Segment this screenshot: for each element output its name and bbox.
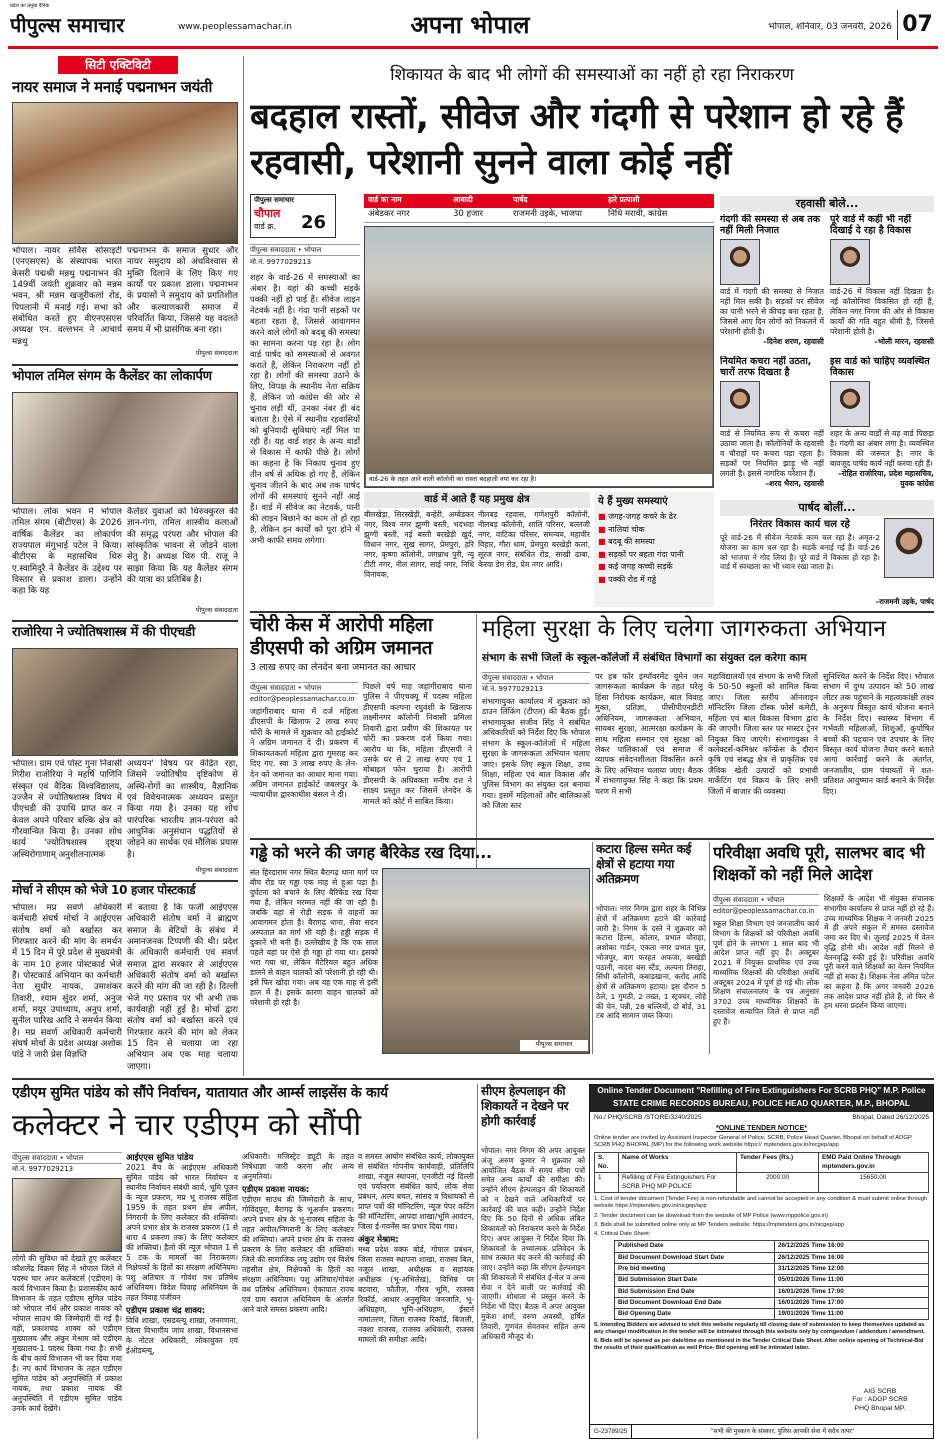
column-rule xyxy=(477,1084,478,1439)
masthead-rule xyxy=(8,46,938,49)
women-col2: पर हब फॉर इम्पॉवरमेंट यूमेन जन जागरूकता कार्यक्रम के तहत घरेलू हिंसा निरोधक कार्यक्रम, बाल विवाह मुक्त, प्रतिज्ञा, पीसीपीएनडीटी अधिनियम, जागरूकता अभियान, सायबर सुरक्षा, आत्मरक्षा कार्यक्रम के साथ महिला सम्मान एवं सुरक्षा को लेकर पालिकाओं एवं समाज में व्यापक संवेदनशीलता विकसित करने के लिए अभियान चलाया जाए। बैठक में संभागायुक्त सिंह ने कहा कि प्रथम चरण में सभी xyxy=(595,672,703,796)
ward-label: वार्ड क्र. xyxy=(254,222,277,231)
left3-col2: अध्ययन' विषय पर केंद्रित रहा, जिसमें ज्योतिषीय दृष्टिकोण से अस्थि-रोगों का शास्त्रीय, वैज्ञानिक एवं विवेचनात्मक अध्ययन प्रस्तुत किया गया है। उनका यह शोध पारंपरिक भारतीय ज्ञान-परंपरा को आधुनिक अनुसंधान पद्धतियों से जोड़ने का सार्थक एवं मौलिक प्रयास है। xyxy=(127,759,238,860)
brand-logo: पीपुल्स समाचार xyxy=(10,13,125,37)
column-rule xyxy=(709,842,710,1054)
resident-quote-1-name: –दिनेश शरण, रहवासी xyxy=(763,336,824,346)
tender-dates-table xyxy=(614,1240,929,1320)
adm-col2b-body: विधि शाखा, एसडब्ल्यू शाखा, जनगणना, जिला विभागीय जांच शाखा, विधानसभा के नोटल अधिकारी, लोकायुक्त एवं ईओडब्ल्यू, xyxy=(126,1316,238,1356)
ward-header-name: वार्ड का नाम xyxy=(368,195,402,204)
problem-item: ■ कई जगह कच्ची सड़कें xyxy=(594,561,714,574)
left2-col1: भोपाल। लोक भवन में भोपाल तमिल संगम (बीटीएस) के 2026 वार्षिक कैलेंडर का लोकार्पण राज्यपाल मंगुभाई पटेल ने किया। बीटीएस के महासचिव थिरु ए.स्वामिदुरै ने कैलेंडर के उद्देश्य पर विस्तार से प्रकाश डाला। उन्होंने कहा कि यह xyxy=(12,507,122,597)
tender-date-label: Bid Submission End Date xyxy=(615,1287,775,1297)
theft-col1: जहांगीराबाद थाना में दर्ज महिला डीएसपी के खिलाफ 2 लाख रुपए चोरी के मामले में शुक्रवार को हाईकोर्ट ने अग्रिम जमानत दे दी। प्रकरण में शिकायतकर्ता महिला द्वारा गुमराह कर दिए गए. स्वा 3 लाख रुपए के लेन-देन को जमानत का आधार माना गया। अग्रिम जमानत हाईकोर्ट जबलपुर के न्यायाधीश द्वारकाधीश बंसल ने दी। xyxy=(250,707,358,800)
tender-date-value: 05/01/2026 Time 11:00 xyxy=(778,1276,844,1284)
problem-item: ■ पक्की रोड में गड्ढे xyxy=(594,574,714,587)
adm-col2b-head: एडीएम प्रकाश चंद्र शाक्य: xyxy=(126,1305,206,1316)
tender-note-3: 3. Bids shall be submitted online only at MP Tenders website: https://mptenders.gov.in/nicgep/app xyxy=(594,1221,845,1228)
probation-col1: स्कूल शिक्षा विभाग एवं जनजातीय कार्य विभाग के शिक्षकों को परिवीक्षा अवधि पूर्ण होने के लगभग 1 साल बाद भी आदेश प्राप्त नहीं हुए हैं। अक्टूबर 2021 में नियुक्त प्राथमिक एवं उच्च माध्यमिक शिक्षकों की परिवीक्षा अवधि अक्टूबर 2024 में पूर्ण हो गई थी। लोक शिक्षण संचालनालय के पत्र अनुसार 3702 उच्च माध्यमिक शिक्षकों के दस्तावेज सत्यापित जिले से प्राप्त नहीं हुए हैं। xyxy=(713,919,819,1026)
chaupal-box xyxy=(250,194,336,238)
tender-ref-row xyxy=(590,1112,933,1125)
tender-table-row xyxy=(595,1173,928,1192)
city-activity-tag: सिटी एक्टिविटी xyxy=(58,56,178,74)
left1-photo xyxy=(12,102,238,244)
resident-quote-1-title: गंदगी की समस्या से अब तक नहीं मिली निजात xyxy=(720,214,821,237)
tender-date-label: Bid Document Download Start Date xyxy=(615,1253,775,1263)
resident-quote-4-body: शहर के अन्य वार्डों से यह वार्ड पिछड़ा है। गंदगी का अंबार लगा है। व्यवस्थित विकास की जरूरत है। नगर के बावजूद पार्षद कार्य नहीं करवा रही हैं। xyxy=(830,428,934,468)
tender-date-value: 16/01/2026 Time 17:00 xyxy=(778,1287,844,1295)
resident-quote-2-body: वार्ड-26 में विकास नहीं दिखता है। नई कॉलोनियां विकसित हो रही हैं, लेकिन नगर निगम की ओर से विकास कार्यों की गति बहुत धीमी है, जिससे परेशानी होती है। xyxy=(830,286,934,336)
resident-quote-2-title: पूरे वार्ड में कहीं भी नहीं दिखाई दे रहा है विकास xyxy=(830,214,912,237)
lead-title: बदहाल रास्तों, सीवेज और गंदगी से परेशान हो रहे हैं रहवासी, परेशानी सुनने वाला कोई नहीं xyxy=(250,97,904,183)
areas-col2: नीलबड़ रहवास, गणेशपुरी कॉलोनी, नीलबड़ कॉलोनी, शालि परिसर, बल्लजी नगर, वाटिका परिसर, समन्वय, महावीर विहार, गौरा धाम, प्रेमपुरा बरखेड़ी कलां, सूरज नगर, संबंधित रोड, साखी ढाबा, केरवा डेम रोड, प्रेम नगर आदि। xyxy=(478,510,590,570)
tender-date-value: 31/12/2025 Time 12:00 xyxy=(778,1264,844,1272)
tender-table-header xyxy=(595,1153,928,1173)
tender-notice xyxy=(589,1084,934,1439)
left4-col1: भोपाल। मप्र सवर्ण अधिकारी कर्मचारी संघर्ष मोर्चा ने आईएएस संतोष वर्मा को बर्खास्त कर गिरफ्तार करने की मांग के समर्थन में 15 दिन में पूरे प्रदेश से मुख्यमंत्री के नाम 10 हजार पोस्टकार्ड भेजे हैं। पोस्टकार्ड अभियान का कर्मचारी नेता सुधीर नायक, उमाशंकर तिवारी, श्याम सुंदर शर्मा, अनुज शर्मा, मयूर उपाध्याय, अनुप शर्मा, सुनील पारिख आदि ने समर्थन किया है। मप्र सवर्ण अधिकारी कर्मचारी संघर्ष मोर्चा के प्रदेश अध्यक्ष अशोक पांडे ने जारी प्रेस विज्ञप्ति xyxy=(12,903,122,1061)
resident-quote-4-name: –रोहित राजोरिया, प्रदेश महासचिव, युवक कांग्रेस xyxy=(837,468,934,488)
tender-intro: Online tender are invited by Assistant Inspector General of Police, SCRB, Police Head Quarter, Bhopal on behalf of ADGP SCRB PHQ BHOPAL (MP) for the following work website https:// mptenders.gov.in/nicgep/app xyxy=(594,1134,912,1148)
tender-date-label: Published Date xyxy=(615,1241,775,1251)
ward-number: 26 xyxy=(301,212,327,233)
resident-quote-4 xyxy=(830,356,934,496)
tender-slogan: "सभी की मुस्कान के संस्कार, पुलिस आपकी सेवा में सदैव तत्पर" xyxy=(711,1428,855,1435)
tender-date-label: Pre bid meeting xyxy=(615,1264,775,1274)
theft-byline: पीपुल्स संवाददाता • भोपाल xyxy=(250,682,358,694)
tender-date-row xyxy=(615,1309,928,1319)
divider xyxy=(12,880,238,882)
tender-sign-1: AIG SCRB xyxy=(863,1387,897,1395)
women-byline: पीपुल्स संवाददाता • भोपाल xyxy=(482,672,590,684)
divider xyxy=(12,1078,934,1080)
tender-r-sno: 1 xyxy=(595,1173,619,1192)
councillor-avatar xyxy=(884,518,934,578)
pothole-title: गड्ढे को भरने की जगह बैरिकेड रख दिया... xyxy=(250,843,492,862)
column-rule xyxy=(592,842,593,1054)
adm-photo xyxy=(12,1178,122,1252)
tender-headline-2: STATE CRIME RECORDS BUREAU, POLICE HEAD QUARTER, M.P., BHOPAL xyxy=(590,1098,933,1112)
probation-email[interactable]: editor@peoplessamachar.co.in xyxy=(713,907,815,915)
ward-header-population: आबादी xyxy=(453,195,473,204)
tender-signature xyxy=(835,1388,925,1414)
areas-col1: बीलखेड़ा, सिरस्खेड़ी, बन्हेरी, अम्बेडकर नगर, विश्व नगर झुग्गी बस्ती, भदभदा झुग्गी बस्ती, नई बस्ती बरखेड़ी खुर्द, विधान नगर, सुख सागर, प्रेमपुरा, हरि नगर, कृष्णा कॉलोनी, जगन्नाथ पुरी, न्यू टीटी नगर, नील सागर, साई नगर, निधि विनायक, xyxy=(364,510,474,580)
tender-note-5-text: Intending Bidders are advised to visit this website regularly till closing date of submission to keep themselves updated as any change/ modification in the tender will be intimated through this website only by corrigendum / addendum / amendment. xyxy=(594,1322,926,1336)
adm-col4-body: व समस्त आयोग संबंधित कार्य, लोकायुक्त से संबंधित गोपनीय कार्यवाही, प्रतिलिपि शाखा, नजूल स्थापना, एनजीटी नई दिल्ली एवं पर्यावरण संबंधित कार्य, लोक सेवा प्रबंधन, अल्प बचत, सांसद व विधायकों से प्राप्त पत्रों की मॉनिटरिंग, न्यूज पेपर कटिंग की मॉनिटरिंग, आपदा शाखा/भूमि आवंटन, जिला ई-गवर्नेंस का प्रभार दिया गया। xyxy=(358,1152,474,1232)
ward-header-lost-candidate: हारे प्रत्याशी xyxy=(608,195,640,204)
adm-col4 xyxy=(358,1152,474,1439)
resident-quote-2 xyxy=(830,214,934,354)
tender-note-6: 6. Bids will be opened as per date/time as mentioned in the Tender Critical Date Sheet. After online opening of Technical-Bid the results of their qualification as well Price- Bid opening will be intimated latter. xyxy=(594,1337,924,1351)
tender-headline-1: Online Tender Document "Refilling of Fire Extinguishers For SCRB PHQ" M.P. Police xyxy=(590,1085,933,1098)
tender-gno: G-23789/25 xyxy=(590,1425,632,1438)
lead-photo-caption: वार्ड-26 के तहत आने वाली कॉलोनी का रास्ता बदहाली वयां कर रहा है। xyxy=(366,474,712,486)
councillor-body: पूरे वार्ड-26 में सीवेज नेटवर्क काम चल रहा है। अमृत-2 योजना का काम चल रहा है। सड़कें बनाई गई हैं। वार्ड-26 को भाजपा ने गोद लिया है। पूरे वार्ड में विकास हो रहा है। वार्ड में स्वच्छता का भी ध्यान रखा जाता है। xyxy=(720,533,880,572)
tender-date-label: Bid Submission Start Date xyxy=(615,1275,775,1285)
ward-value-population: 30 हजार xyxy=(453,209,484,219)
tender-date-label: Bid Opening Date xyxy=(615,1309,775,1319)
tender-h-emd: EMD Paid Online Through mptenders.gov.in xyxy=(822,1154,901,1170)
women-title: महिला सुरक्षा के लिए चलेगा जागरुकता अभियान xyxy=(482,616,887,642)
theft-subtitle: 3 लाख रुपए का लेनदेन बना जमानत का आधार xyxy=(250,662,416,673)
problem-item: ■ नालियां चोक xyxy=(594,524,714,537)
chaupal-label: चौपाल xyxy=(254,207,281,220)
adm-byline: पीपुल्स संवाददाता • भोपाल xyxy=(12,1152,122,1164)
tender-date-row xyxy=(615,1298,928,1309)
adm-col1: लोगों की सुविधा को देखते हुए कलेक्टर कौशलेंद्र विक्रम सिंह ने भोपाल जिले में पदस्थ चार अपर कलेक्टर्स (एडीएम) के कार्य विभाजन किया है। प्रशासकीय कार्य विभाजन के तहत एडीएम सुमित पांडेय को भोपाल नॉर्थ और प्रकाश नायक को भोपाल साउथ की जिम्मेदारी दी गई है। वहीं, प्रकाशचंद्र शाक्य को एडीएम मुख्यालय और अंकुर मेश्राम को एडीएम मुख्यालय-1 पदस्थ किया गया है। सभी के बीच कार्य विभाजन भी कर दिया गया है। नए कार्य विभाजन के तहत एडीएम सुमित पांडेय को अनुपस्थिति में प्रकाश नायक, तथा प्रकाश नायक की अनुपस्थिति में एडीएम सुमित पांडेय उनके कार्य देखेंगे। xyxy=(12,1254,122,1414)
tender-notice-label: *ONLINE TENDER NOTICE* xyxy=(715,1125,807,1133)
tender-date-value: 16/01/2026 Time 17:00 xyxy=(778,1298,844,1306)
edition-date: भोपाल, शनिवार, 03 जनवरी, 2026 xyxy=(768,22,892,32)
tender-date-label: Bid Document Download End Date xyxy=(615,1298,775,1308)
pothole-photo xyxy=(382,868,590,1054)
tender-date-value: 19/01/2026 Time 11:00 xyxy=(778,1310,844,1318)
divider xyxy=(250,838,934,840)
problems-box xyxy=(594,492,714,607)
left2-photo xyxy=(12,392,238,504)
women-col4: सुनिश्चित करने के निर्देश दिए। भोपाल संभाग में दुग्ध उत्पादन को 50 लाख लीटर तक पहुंचाने के महत्वाकांक्षी लक्ष्य के अनुरूप विस्तृत कार्य योजना बनाने के निर्देश दिए। स्वास्थ्य विभाग में गर्भवती महिलाओं, शिशुओं, कुपोषित बच्चों की पहचान एवं उपचार के लिए विस्तृत कार्य योजना तैयार करने बताते आगा कार्रवाई करने के अंतर्गत, जनजातीय, ग्राम पंचायतों में शत-प्रतिशत आयुष्मान कार्ड बनाने के निर्देश दिए। xyxy=(823,672,934,796)
theft-email[interactable]: editor@peoplessamachar.co.in xyxy=(250,695,355,703)
cmhelp-title: सीएम हेल्पलाइन की शिकायतें न देखने पर होगी कार्रवाई xyxy=(481,1084,569,1128)
left4-title: मोर्चा ने सीएम को भेजे 10 हजार पोस्टकार्ड xyxy=(12,883,196,897)
tender-sign-3: PHQ Bhopal MP. xyxy=(854,1405,906,1413)
cmhelp-body: भोपाल। नगर निगम की अपर आयुक्त अंजू अरुण कुमार ने शुक्रवार को आयोजित बैठक में समय सीमा पत्रों समेत अन्य कार्यों की समीक्षा की। उन्होंने सीएम हेल्पलाइन की शिकायतों को न देखने वाले अधिकारियों पर कार्रवाई की बात कही। उन्होंने निर्देश दिए कि 50 दिनों से अधिक लंबित शिकायतों को निराकरण करने के निर्देश दिए। अपर आयुक्त ने निर्देश दिया कि शिकायतों के तथ्यात्मक प्रतिवेदन के साथ तत्काल बंद करने की कार्रवाई की जाए। उन्होंने कहा कि सीएम हेल्पलाइन की शिकायतों में संबंधित ई-मेल व अन्य सेवा न देने वाली पर कार्रवाई की जाएगी। शोधाता से प्रस्तुत करने के निर्देश भी दिए। बैठक में अपर आयुक्त मुकेश शर्मा, वरुण अवस्थी, हर्षित तिवारी, गुणवंत सेवतकर सहित अन्य अधिकारी मौजूद थे। xyxy=(481,1146,585,1341)
adm-col2-head: आईएएस सुमित पांडेय xyxy=(126,1152,194,1162)
brand-tagline: प्रदेश का प्रमुख दैनिक xyxy=(10,3,50,9)
pothole-body: संत हिरदाराम नगर स्थित बैरागढ़ थाना मार्ग पर बीच रोड पर गड्ढा एक माह से हुआ पड़ा है। दुर्घटना को बचाने के लिए बैरिकेड रख दिया गया है, लेकिन मरम्मत नहीं की जा रही है। जबकि यहां से रोड़ी सड़क में वाहनों का आवागमन होता है। बैरागढ़ थाना, सेवा सदन अस्पताल का मार्ग भी यही है। हड्डी सड़क में दुकानें भी बनी हैं। उल्लेखीय है कि एक साल पहले यहां पर ऐसे ही गड्ढा हो गया था। इसको भरा गया था, लेकिन मैटेरियल बहुत अधिक डालने से वाहन चालकों को परेशानी हो रही थी। इसे फिर खोदा गया। अब यह एक माह से इसी हाल में है। इसके कारण वाहन चालकों को परेशानी हो रही है। xyxy=(250,868,378,1008)
tender-note-4-text: Critical Date Sheet: xyxy=(600,1231,651,1238)
tender-date-row xyxy=(615,1287,928,1298)
tender-h-work: Name of Works xyxy=(619,1153,737,1172)
adm-col3-head: एडीएम प्रकाश नायक: xyxy=(242,1184,310,1195)
problems-title: ये हैं मुख्य समस्याएं xyxy=(598,496,668,507)
tender-ref: No./ PHQ/SCRB /STORE/3240/2025 xyxy=(594,1113,702,1121)
tender-note-4: 4. Critical Date Sheet: xyxy=(594,1231,651,1238)
residents-title: रहवासी बोले... xyxy=(720,196,934,212)
adm-col4b-body: मध्य प्रदेश वक्फ बोर्ड, गोपाल प्रबंधन, जिला राजस्व स्थापना शाखा, राजस्व बिल, नजूल शाखा, अधीक्षक व सहायक अधीक्षक (भू-अभिलेख), विभिन्न पर बटवारा, फौतीज़, गौरव भूमि, राजस्व रिकॉर्ड, आधार अनुसूचित जनजाति, भू-अधिग्रहण, भूमि-अधिग्रहण, ईस्टर्न नामांतरण, जिला राजस्व रिकॉर्ड, बिजली, नक्शा राजस्व, राजस्व अधिकारी, राजस्व मामलों की समीक्षा आदि। xyxy=(358,1245,474,1345)
page-number: 07 xyxy=(897,10,937,40)
lead-mobile: मो.नं. 9977029213 xyxy=(250,258,312,266)
chaupal-brand: पीपुल्स समाचार xyxy=(254,196,295,204)
left1-col2: पद्मनाभन के समाज सुधार और नायर समुदाय को अंधविश्वास से मुक्ति दिलाने के लिए किए गए कार्यों पर प्रकाश डाला। पद्मनाभन के प्रयासों ने समुदाय को प्रगतिशील और कल्याणकारी समाज में परिवर्तित किया, जिससे यह वदलते समय में भी प्रासंगिक बना रहा। xyxy=(127,246,238,336)
tender-sign-2: For : ADGP SCRB xyxy=(852,1396,908,1404)
resident-quote-4-title: इस वार्ड को चाहिए व्यवस्थित विकास xyxy=(830,356,930,379)
resident-avatar xyxy=(830,239,870,285)
adm-col2-body: 2021 बैच के आईएएस अधिकारी सुमित पांडेय को भारत निर्वाचन व स्थानीय निर्वाचन संबंधी कार्य, भूमि पूजन के न्यूज प्रकरण, मप्र भू राजस्व संहिता 1959 के तहत प्रथम क्षेत्र अपील, निगरानी के लिए कलेक्टर की शक्तियां। अपने प्रभार क्षेत्र के राजस्व प्रकरण (1 से धारा 4 प्रकरण तक) के लिए कलेक्टर की शक्तियां। हैलो की न्यूज़ भोपाल 1 से 5 टक के मामलों का निराकरण। निक्षेपकों के हितों का संरक्षण अधिनियम। पशु अतिचार व गोवंश वध प्रतिषेध अधिनियम। विदेश विवाह अधिनियम के तहत विवाह पंजीयन xyxy=(126,1163,238,1303)
pothole-photo-credit: पीपुल्स समाचार xyxy=(520,1040,588,1051)
lead-road-photo xyxy=(364,226,714,488)
councillor-name: –राजमनी उइके, पार्षद xyxy=(875,597,934,606)
tender-r-emd: 15650.00 xyxy=(859,1174,887,1182)
tender-date-row xyxy=(615,1241,928,1252)
ward-header-councillor: पार्षद xyxy=(513,195,528,204)
katara-body: भोपाल। नगर निगम द्वारा शहर के विभिन्न क्षेत्रों में अतिक्रमण हटाने की कार्रवाई जारी है। निगम के दस्ते ने शुक्रवार को कटारा हिल्स, कोलार, प्रभात चौराहा, अशोका गार्डन, एकता नगर प्रभात पुल, भोजपुर, बाग फरहत अफजा, बरखेड़ी पठानी, नादरा बस स्टैंड, अल्पना तिराहा, सिंधी कॉलोनी, कबाड़खाना, करोंद आदि क्षेत्रों से अतिक्रमण हटाया। इस दौरान 5 ठेले, 1 गुमठी, 2 तख्त, 1 स्ट्रक्चर, लोहे की चेन, पन्नी, 28 बल्लियों, दो बोर्ड, 31 टब आदि सामान जब्त किया। xyxy=(596,904,706,1021)
resident-avatar xyxy=(830,381,870,427)
tender-note-2: 2. Tender document can be download from the website of MP Police (www.mppolice.gov.in) xyxy=(594,1212,828,1219)
resident-quote-3-title: नियमित कचरा नहीं उठता, चारों तरफ दिखता है xyxy=(720,356,812,379)
adm-kicker: एडीएम सुमित पांडेय को सौंपे निर्वाचन, यातायात और आर्म्स लाइसेंस के कार्य xyxy=(12,1085,388,1101)
adm-mobile: मो.नं. 9977029213 xyxy=(12,1165,74,1173)
left3-title: राजोरिया ने ज्योतिषशास्त्र में की पीएचडी xyxy=(12,625,195,640)
tender-note-6-text: Bids will be opened as per date/time as mentioned in the Tender Critical Date Sheet. After online opening of Technical-Bid the results of their qualification as well Price- Bid opening will be intimated latter. xyxy=(594,1337,924,1351)
tender-note-1: 1. Cost of tender document (Tender Fee) is non-refundable and cannot be accepted in any condition & must submit online through website https://mptenders.gov.in/nicgep/app xyxy=(594,1196,928,1210)
problem-item: ■ बदबू की समस्या xyxy=(594,536,714,549)
left2-credit: पीपुल्स संवाददाता xyxy=(195,606,238,614)
divider xyxy=(12,620,238,622)
left2-col2: कैलेंडर युवाओं को थिरुक्कुरल की ज्ञान-गंगा, तमिल शास्त्रीय कलाओं की समृद्ध परंपरा और भोपाल की सांस्कृतिक भावना से जोड़ने वाला सेतु है। अध्यक्ष थिरु पी. राजू ने साझा किया कि यह कैलेंडर संगम की यात्रा का प्रतिबिंब है। xyxy=(127,507,238,586)
adm-col4-head: अंकुर मेश्राम: xyxy=(358,1234,399,1245)
lead-body: शहर के वार्ड-26 में समस्याओं का अंबार है। यहां की कच्ची सड़कें पक्की नहीं हो पाई हैं। सीवेज लाइन नेटवर्क नहीं है। गंदा पानी सड़कों पर बहता रहता है, जिससे आवागमन करने वाले लोगों को बदबू की समस्या का सामना करना पड़ रहा है। लोग वार्ड पार्षद को समस्याओं से अवगत कराते हैं, लेकिन निराकरण नहीं हो रहा है। लोगों की समस्या उठाने के लिए, विपक्ष के स्थानीय नेता सक्रिय हैं, लेकिन जो कांग्रेस की ओर से चुनाव लड़ी थीं, उनका नंबर ही बंद बताता है। ऐसे में स्थानीय रहवासियों को बुनियादी सुविधाएं नहीं मिल पा रही हैं। यह वार्ड शहर के अन्य वार्डों से विकास में काफी पीछे है। लोगों का कहना है कि निकाय चुनाव हुए तीन वर्ष से अधिक हो गए हैं, लेकिन चुनाव जीतने के बाद अब तक पार्षद लोगों की समस्याएं सुनने नहीं आई हैं। वार्ड में सीवेज का नेटवर्क, पानी की लाइन बिछाने का काम तो हो रहा है, लेकिन इन कार्यों को पूरा होने में अभी काफी समय लगेगा। xyxy=(250,272,360,545)
left1-credit: पीपुल्स संवाददाता xyxy=(195,349,238,357)
left3-col1: भोपाल। ग्राम एवं पोस्ट गुना निवासी गिरीश राजोरिया ने महर्षि पाणिनि संस्कृत एवं वैदिक विश्वविद्यालय, उज्जैन से ज्योतिषशास्त्र विषय में पीएचडी की उपाधि प्राप्त कर न केवल अपने परिवार बल्कि क्षेत्र को गौरवान्वित किया है। उनका शोध कार्य 'ज्योतिषशास्त्र दृष्ट्या अस्थिरोगाणाम् अनुशीलनात्मक xyxy=(12,759,122,860)
resident-quote-1 xyxy=(720,214,824,354)
adm-col3b-body: एडीएम साउथ की जिम्मेदारी के साथ, गोविंदपुरा, बैरागढ़ के भूअर्जन प्रकरण। अपने प्रभार क्षेत्र के भू-राजस्व संहिता के तहत अपील/निगरानी के लिए कलेक्टर की शक्तियां। अपने प्रभार क्षेत्र के राजस्व प्रकरण के लिए कलेक्टर की शक्तियां। जिले की सामाजिक लघु उद्योग एवं विशेष तहसील क्षेत्र, निक्षेपकों के हितों का संरक्षण अधिनियम। पशु अतिचार/गोवंश वध प्रतिषेध अधिनियम। ऐकापात राज्य एवं ग्राम स्वराज अधिनियम के अंतर्गत आने वाले समस्त प्रकरण आदि। xyxy=(242,1195,354,1315)
divider xyxy=(250,611,934,613)
tender-h-sno: S. No. xyxy=(595,1153,619,1172)
tender-note-5: 5. Intending Bidders are advised to visit this website regularly till closing date of submission to keep themselves updated as any change/ modification in the tender will be intimated through this website only by corrigendum / addendum / amendment. xyxy=(594,1322,926,1336)
resident-quote-1-body: वार्ड में गंदगी की समस्या से निजात नहीं मिल सकी है। सड़कों पर सीवेज का पानी भरने से कीचड़ बना रहता है, जिससे आए दिन लोगों को निकलने में परेशानी होती है। xyxy=(720,286,824,336)
left3-credit: पीपुल्स संवाददाता xyxy=(195,866,238,874)
resident-quote-3 xyxy=(720,356,824,496)
councillor-subtitle: निरंतर विकास कार्य चल रहे xyxy=(750,519,850,530)
women-mobile: मो.नं. 9977029213 xyxy=(482,685,544,693)
tender-date-row xyxy=(615,1264,928,1275)
adm-col3 xyxy=(242,1152,354,1439)
tender-r-fees: 2000.00 xyxy=(737,1173,819,1192)
site-url[interactable]: www.peoplessamachar.in xyxy=(178,22,292,32)
divider xyxy=(12,364,238,366)
column-rule xyxy=(243,56,244,1076)
left4-col2: में बताया है कि फर्जी आईएएस अधिकारी संतोष वर्मा ने ब्राह्मण समाज के बेटियों के संबंध में अमानजनक टिप्पणी की थी। प्रदेश के अधिकारी कर्मचारी एवं सवर्ण समाज द्वारा सरकार से आईएएस अधिकारी संतोष वर्मा को बर्खास्त करने की मांग की जा रही है। दिल्ली भेजे गए प्रस्ताव पर भी अभी तक कार्यवाही नहीं हुई है। मोर्चा द्वारा संतोष वर्मा को बर्खास्त करने एवं गिरफ्तार करने की मांग को लेकर 15 दिन से चलाया जा रहा अभियान अब एक माह चलाया जाएगा। xyxy=(127,903,238,1072)
problem-item: ■ जगह-जगह कचरे के ढेर xyxy=(594,511,714,524)
left2-title: भोपाल तमिल संगम के कैलेंडर का लोकार्पण xyxy=(12,369,212,384)
theft-title: चोरी केस में आरोपी महिला डीएसपी को अग्रिम जमानत xyxy=(250,614,433,659)
adm-title: कलेक्टर ने चार एडीएम को सौंपी xyxy=(12,1108,362,1143)
ward-value-name: अंबेडकर नगर xyxy=(368,209,410,219)
tender-work-table xyxy=(594,1152,929,1193)
left1-col1: भोपाल। नायर सर्विस सोसाइटी (एनएसएस) के संस्थापक भारत केसरी पद्मश्री मन्नथु पद्मनाभन की 149वीं जयंती शुक्रवार को मन्नम भवन, श्री मन्नम खजूरीकलां रोड, पिपलानी में मनाई गई। सभा को संबोधित करते हुए वीएनएसएस अध्यक्ष एन. वल्लभन ने आचार्य मन्नथु xyxy=(12,246,122,347)
katara-title: कटारा हिल्स समेत कई क्षेत्रों से हटाया गया अतिक्रमण xyxy=(596,842,692,886)
masthead xyxy=(0,0,945,46)
resident-avatar xyxy=(720,239,760,285)
women-subtitle: संभाग के सभी जिलों के स्कूल-कॉलेजों में संबंधित विभागों का संयुक्त दल करेगा काम xyxy=(482,652,807,664)
tender-dated: Bhopal, Dated 26/12/2025 xyxy=(852,1113,929,1121)
tender-date-row xyxy=(615,1253,928,1264)
tender-note-1-text: Cost of tender document (Tender Fee) is non-refundable and cannot be accepted in any condition & must submit online through website https://mptenders.gov.in/nicgep/app xyxy=(594,1196,928,1210)
women-col3: महाविद्यालयों एवं संभाग के सभी जिलों के 50-50 स्कूलों को शामिल किया जाए। जिला स्तरीय ऑनलाइन मॉनिटरिंग जिला टॉस्क फोर्स कमेटी, महिला एवं बाल विकास विभाग द्वारा की जाएगी। जिला स्तर पर मास्टर ट्रेनर नियुक्त किए जाएंगे। संभागायुक्त ने कलेक्टर्स-कमिश्नर कॉन्फ्रेंस के दौरान कृषि एवं संबद्ध क्षेत्र से प्राकृतिक एवं जैविक खेती उत्पादों को प्रभावी मार्केटिंग एवं विक्रय के लिए सभी जिलों में बाजार की व्यवस्था xyxy=(708,672,818,796)
tender-date-value: 26/12/2025 Time 16:00 xyxy=(778,1242,844,1250)
adm-col3-body: अधिकारी। मजिस्ट्रेट ड्यूटी के तहत निषेधाज्ञा जारी करना और अन्य अनुमतियां। xyxy=(242,1152,354,1182)
section-title xyxy=(370,10,570,40)
tender-note-3-text: Bids shall be submitted online only at MP Tenders website: https://mptenders.gov.in/nicgep/app xyxy=(600,1221,845,1228)
tender-h-fees: Tender Fees (Rs.) xyxy=(737,1153,819,1172)
tender-footer xyxy=(590,1424,933,1438)
tender-date-row xyxy=(615,1275,928,1286)
resident-avatar xyxy=(720,381,760,427)
resident-quote-2-name: –भोली मारन, रहवासी xyxy=(874,336,934,346)
probation-col2: शिक्षकों के आदेश भी संयुक्त संचालक संभागीय कार्यालय से प्राप्त नहीं हो रहे हैं। उच्च माध्यमिक शिक्षक ने जनवरी 2025 में ही अपने संकुल में समस्त दस्तावेज जमा कर दिए थे। जुलाई 2025 में वेतन वृद्धि होनी थी। आदेश नहीं मिलने से वेतनवृद्धि रुकी हुई है। परिवीक्षा अवधि पूरी करने वाले शिक्षकों का वेतन नियमित नहीं हो सका है। शिक्षक नेता अमित पटेल का कहना है कि अगर जनवरी 2026 तक आदेश प्राप्त नहीं होते हैं, तो फिर से हम धरना प्रदर्शन किया जाएगा। xyxy=(824,894,934,1011)
ward-value-lost-candidate: निधि मरावी, कांग्रेस xyxy=(608,209,668,219)
resident-quote-3-name: –शरद भैरान, रहवासी xyxy=(765,478,824,488)
councillor-title: पार्षद बोलीं... xyxy=(720,500,934,516)
areas-title: वार्ड में आते हैं यह प्रमुख क्षेत्र xyxy=(364,492,590,508)
ward-value-councillor: राजमनी उइके, भाजपा xyxy=(513,209,582,219)
ward-info-table xyxy=(364,194,714,224)
lead-byline: पीपुल्स संवाददाता • भोपाल xyxy=(250,244,360,256)
section-title-text: अपना भोपाल xyxy=(410,11,530,39)
ward-table-row xyxy=(364,208,714,223)
theft-col2: पिछले वर्ष माह जहांगीराबाद थाना पुलिस ने पीएचक्यू में पदस्थ महिला डीएसपी कल्पना रघुवंशी के खिलाफ लक्ष्मीनगर कॉलोनी निवासी प्रमिला तिवारी द्वारा प्रवीण की शिकायत पर चोरी का प्रकरण दर्ज किया गया। आरोप था कि, महिला डीएसपी ने उसके घर से 2 लाख रुपए एवं 1 मोबाइल फोन चुराया है। आरोपी डीएसपी के अधिवक्ता मनीष दत्त ने साक्ष्य प्रस्तुत कर जिसमें लेनदेन के मामले को कोर्ट में साबित किया। xyxy=(363,682,472,806)
tender-date-value: 26/12/2025 Time 16:00 xyxy=(778,1253,844,1261)
tender-note-2-text: Tender document can be download from the website of MP Police (www.mppolice.gov.in) xyxy=(600,1212,828,1219)
women-col1: संभागायुक्त कार्यालय में शुक्रवार को डाउन लिंकिंग (टीएल) की बैठक हुई। संभागायुक्त संजीव सिंह ने संबंधित अधिकारियों को निर्देश दिए कि भोपाल संभाग के स्कूल-कॉलेजों में महिला सुरक्षा के जागरूकता अभियान चलाए जाएं। इसके लिए स्कूल शिक्षा, उच्च शिक्षा, महिला एवं बाल विकास और पुलिस विभाग का संयुक्त दल बनाया गया। इसमें महिलाओं और बालिकाओं को जिला स्तर xyxy=(482,697,590,811)
left1-title: नायर समाज ने मनाई पद्मनाभन जयंती xyxy=(12,78,213,96)
problem-item: ■ सड़कों पर बहता गंदा पानी xyxy=(594,549,714,562)
tender-r-work: Refilling of Fire Extinguishers For SCRB PHQ MP POLICE xyxy=(619,1173,737,1192)
resident-quote-3-body: वार्ड से नियमित रूप से कचरा नहीं उठाया जाता है। कॉलोनियों के रहवासी व चौराहों पर कचरा पड़ा रहता है। सड़कों पर नियमित झाड़ू भी नहीं लगती है। इससे नागरिक परेशान हैं। xyxy=(720,428,824,478)
probation-title: परिवीक्षा अवधि पूरी, सालभर बाद भी शिक्षकों को नहीं मिले आदेश xyxy=(713,843,925,884)
adm-col2 xyxy=(126,1152,238,1439)
probation-byline: पीपुल्स संवाददाता • भोपाल xyxy=(713,894,819,906)
lead-kicker: शिकायत के बाद भी लोगों की समस्याओं का नहीं हो रहा निराकरण xyxy=(390,65,794,85)
left3-photo xyxy=(12,648,238,756)
ward-table-header xyxy=(364,194,714,208)
